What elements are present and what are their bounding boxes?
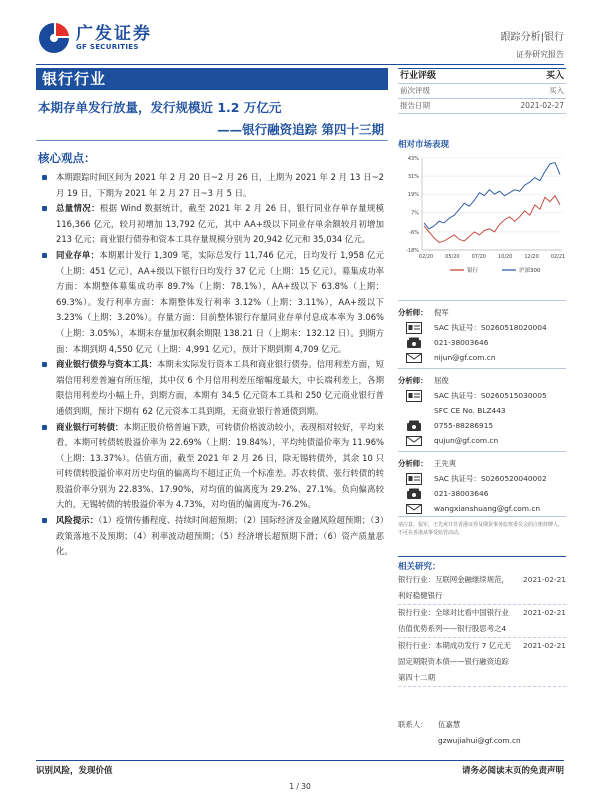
id-card-icon — [404, 390, 424, 402]
header-divider — [36, 64, 564, 65]
report-kind: 跟踪分析|银行 — [500, 32, 564, 43]
core-views-heading: 核心观点： — [38, 151, 96, 165]
industry-banner: 银行行业 — [36, 68, 388, 90]
rating-previous: 前次评级 买入 — [400, 86, 564, 95]
analyst-name: 王先爽 — [434, 459, 457, 468]
x-tick-label: 10/20 — [497, 254, 513, 260]
related-research-item[interactable]: 银行行业：互联网金融继续规范，利好稳健银行 2021-02-21 — [398, 572, 566, 605]
analyst-email[interactable]: nijun@gf.com.cn — [434, 353, 496, 362]
analyst-phone: 021-38003646 — [434, 338, 489, 347]
report-subtitle: ——银行融资追踪 第四十三期 — [217, 122, 384, 137]
id-card-icon — [404, 322, 424, 334]
gf-logo-icon — [36, 20, 72, 56]
footer-disclaimer-note: 请务必阅读末页的免责声明 — [461, 766, 564, 776]
logo-chinese-name: 广发证券 — [76, 24, 152, 44]
footer-divider — [36, 760, 564, 761]
contact-email[interactable]: gzwujiahui@gf.com.cn — [438, 735, 521, 745]
y-tick-label: 7% — [411, 210, 419, 217]
page-number: 1 / 30 — [289, 782, 311, 791]
legend-label: 沪深300 — [519, 268, 541, 274]
bullet-convertibles: 商业银行可转债：本期正股价格普遍下跌，可转债价格波动较小，表现相对较好，平均来看，本期可转债转股溢价率为 22.69%（上期：19.84%），平均纯债溢价率为 11.96%（上期：13.37%）。估值方面，截至 2021 年 2 月 26 日，除无锡转债外，其余 10 只可转债转股溢价率对历史均值的偏离均不超过正负一个标准差。苏农转债、张行转债的转股溢价率分别为 22.83%、17.90%，对均值的偏离度为 29.2%、27.1%。负向偏离较大的，无锡转债的转股溢价率为 4.73%，对均值的偏离度为-76.2%。 — [38, 420, 384, 514]
phone-icon — [404, 420, 424, 432]
report-title: 本期存单发行放量，发行规模近 1.2 万亿元 — [38, 100, 282, 115]
x-tick-label: 02/20 — [418, 254, 434, 260]
series-line — [424, 163, 560, 229]
x-tick-label: 02/21 — [550, 254, 566, 260]
bullet-total: 总量情况：根据 Wind 数据统计，截至 2021 年 2 月 26 日，银行同业存单存量规模 116,366 亿元，较月初增加 13,792 亿元，其中 AA+级以下同业存单余额较月初增加 213 亿元；商业银行债券和资本工具存量规模分别为 20,942 亿元和 35,034 亿元。 — [38, 201, 384, 248]
bullet-bonds: 商业银行债券与资本工具：本期未实际发行资本工具和商业银行债券。信用利差方面，短端信用利差普遍有所压缩，其中仅 6 个月信用利差压缩幅度最大，中长端利差上，各期限信用利差均小幅上升，到期方面，本期有 34.5 亿元资本工具和 250 亿元商业银行普通债到期，预计下期有 62 亿元资本工具到期，无商业银行普通债到期。 — [38, 357, 384, 419]
bullet-period: 本期跟踪时间区间为 2021 年 2 月 20 日~2 月 26 日，上期为 2021 年 2 月 13 日~2 月 19 日，下期为 2021 年 2 月 27 日~3 月 5 日。 — [38, 170, 384, 201]
legend-label: 银行 — [467, 268, 479, 274]
id-card-icon — [404, 473, 424, 485]
bullet-ncd: 同业存单：本期累计发行 1,309 笔，实际总发行 11,746 亿元，日均发行 1,958 亿元（上期：451 亿元），AA+级以下银行日均发行 37 亿元（上期：15 亿元）。募集成功率方面：本期整体募集成功率 89.7%（上期：78.1%），AA+级以下 63.8%（上期：69.3%）。发行利率方面：本期整体发行利率 3.12%（上期：3.11%），AA+级以下 3.23%（上期：3.20%）。存量方面：目前整体银行存量同业存单付息成本率为 3.06%（上期：3.05%），本期末存量加权剩余期限 138.21 日（上期末：132.12 日）。到期方面：本期到期 4,550 亿元（上期：4,991 亿元），预计下期到期 4,709 亿元。 — [38, 248, 384, 357]
phone-icon — [404, 337, 424, 349]
x-tick-label: 12/20 — [524, 254, 539, 260]
rating-box — [398, 68, 566, 114]
title-divider — [36, 140, 388, 141]
x-tick-label: 07/20 — [471, 254, 487, 260]
bullet-risks: 风险提示：（1）疫情传播程度、持续时间超预期；（2）国际经济及金融风险超预期；（3）政策落地不及预期；（4）利率波动超预期；（5）经济增长超预期下滑；（6）资产质量恶化。 — [38, 513, 384, 560]
perf-chart-title: 相对市场表现 — [398, 140, 450, 150]
report-date: 报告日期 2021-02-27 — [400, 101, 564, 110]
company-logo — [36, 20, 176, 56]
contact-person — [398, 716, 566, 748]
related-research-heading: 相关研究： — [398, 556, 566, 572]
y-tick-label: -6% — [409, 229, 419, 236]
contact-label: 联系人： — [398, 719, 428, 729]
email-icon — [404, 352, 424, 364]
analyst-email[interactable]: wangxianshuang@gf.com.cn — [434, 504, 541, 513]
contact-name: 伍嘉慧 — [438, 719, 461, 729]
email-icon — [404, 435, 424, 447]
analyst-email[interactable]: qujun@gf.com.cn — [434, 436, 499, 445]
x-tick-label: 05/20 — [445, 254, 460, 260]
analyst-disclaimer: 请注意，倪军，王先爽并非香港证券及期货事务监察委员会的注册持牌人，不可在香港从事受监管活动。 — [398, 516, 566, 537]
analyst-phone: 021-38003646 — [434, 489, 489, 498]
related-research-item[interactable]: 银行行业：本期成功发行 7 亿元无固定期限资本债——银行融资追踪 第四十二期 2021-02-21 — [398, 638, 566, 687]
analyst-name: 屈俊 — [434, 376, 449, 385]
related-research-list — [398, 572, 566, 687]
relative-performance-chart — [398, 150, 566, 280]
report-sub: 证券研究报告 — [516, 50, 564, 59]
y-tick-label: 19% — [407, 192, 419, 199]
analyst-card: 分析师： 屈俊 SAC 执证号：S0260515030005 SFC CE No. BLZ443 0755-88286915 qujun@gf.com.cn — [398, 368, 566, 448]
email-icon — [404, 503, 424, 515]
y-tick-label: 31% — [407, 174, 419, 181]
analysts-section — [398, 300, 566, 519]
y-tick-label: -18% — [406, 248, 419, 254]
related-research-item[interactable]: 银行行业：全球对比看中国银行业估值优势系列——银行股思考之4 2021-02-21 — [398, 605, 566, 638]
analyst-card: 分析师： 倪军 SAC 执证号：S0260518020004 021-38003646 nijun@gf.com.cn — [398, 300, 566, 365]
core-views-list — [38, 170, 384, 560]
y-tick-label: 43% — [407, 156, 419, 162]
series-line — [424, 196, 560, 243]
analyst-phone: 0755-88286915 — [434, 421, 494, 430]
rating-current: 行业评级 买入 — [400, 71, 564, 81]
analyst-card: 分析师： 王先爽 SAC 执证号：S0260520040002 021-38003646 wangxianshuang@gf.com.cn — [398, 451, 566, 516]
analyst-name: 倪军 — [434, 308, 449, 317]
logo-english-name: GF SECURITIES — [76, 43, 139, 51]
phone-icon — [404, 488, 424, 500]
footer-slogan: 识别风险，发现价值 — [36, 766, 113, 776]
